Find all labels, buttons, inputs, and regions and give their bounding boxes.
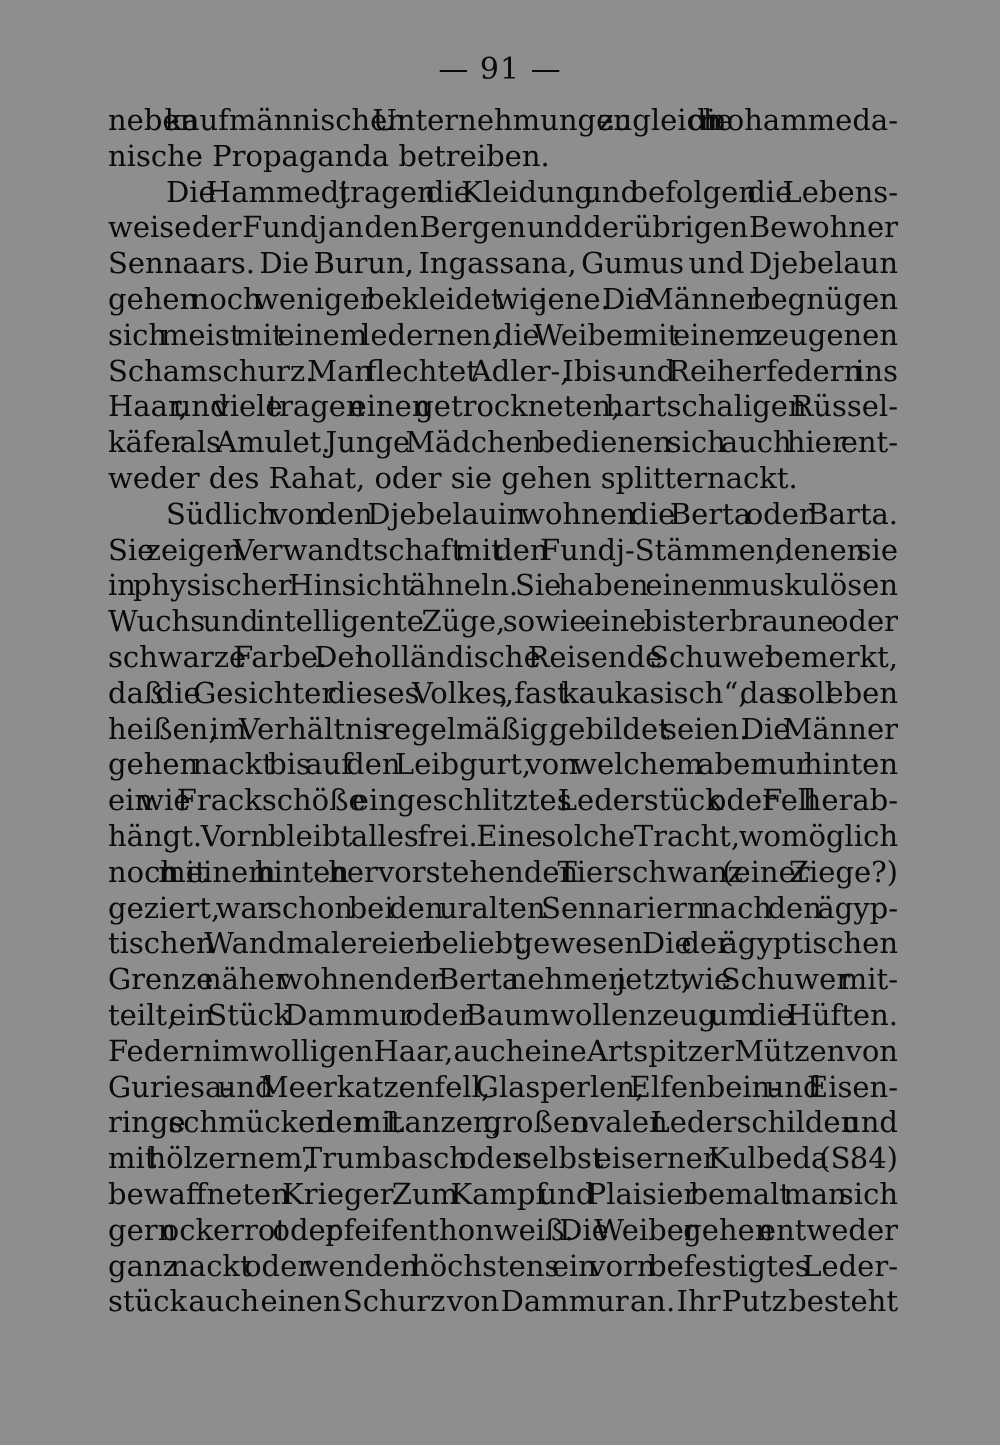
text-line: tischen Wandmalereien beliebt gewesen. Die der ägyptischen (108, 926, 898, 961)
text-line: gehen noch weniger bekleidet wie jene. Die Männer begnügen (108, 281, 898, 316)
text-line: noch mit einem hinten hervorstehenden Tierschwanz (einer Ziege?) (108, 854, 898, 889)
text-line: nische Propaganda betreiben. (108, 138, 550, 173)
text-line: hängt. Vorn bleibt alles frei. Eine solche Tracht, womöglich (108, 818, 898, 853)
text-line: Wuchs und intelligente Züge, sowie eine bisterbraune oder (108, 604, 898, 639)
text-line: käfer als Amulet. Junge Mädchen bedienen sich auch hier ent- (108, 425, 898, 460)
text-line: mit hölzernem, Trumbasch oder selbst eiserner Kulbeda (S. 84) (108, 1141, 898, 1176)
text-line: neben kaufmännischen Unternehmungen zugleich die mohammeda- (108, 103, 898, 137)
text-line: Sie zeigen Verwandtschaft mit den Fundj-Stämmen, denen sie (108, 532, 898, 567)
text-line: Federn im wolligen Haar, auch eine Art spitzer Mützen von (108, 1033, 898, 1068)
text-line: heißen, im Verhältnis regelmäßig, gebildet seien. Die Männer (108, 711, 898, 746)
text-line: Sennaars. Die Burun, Ingassana, Gumus und Djebelaun (108, 246, 898, 281)
text-line: geziert, war schon bei den uralten Sennariern nach den ägyp- (108, 890, 898, 925)
text-line: gern ockerrot oder pfeifenthonweiß. Die Weiber gehen entweder (108, 1212, 898, 1247)
text-line: Südlich von den Djebelauin wohnen die Berta oder Barta. (166, 496, 898, 531)
text-line: ganz nackt oder wenden höchstens ein vorn befestigtes Leder- (108, 1248, 898, 1283)
text-line: stück auch einen Schurz von Dammur an. Ihr Putz besteht (108, 1284, 898, 1319)
text-line: weise der Fundj an den Bergen und der übrigen Bewohner (108, 210, 898, 245)
text-line: Schamschurz. Man flechtet Adler-, Ibis- und Reiherfedern ins (108, 353, 898, 388)
text-line: Guriesa- und Meerkatzenfell, Glasperlen, Elfenbein- und Eisen- (108, 1069, 898, 1104)
text-line: ringe schmücken den mit Lanzen, großen ovalen Lederschilden und (108, 1105, 898, 1140)
text-line: Haar, und viele tragen einen getrockneten, hartschaligen Rüssel- (108, 389, 898, 424)
text-line: daß die Gesichter dieses Volkes „fast kaukasisch“, das soll eben (108, 675, 898, 710)
page-number: — 91 — (438, 52, 562, 87)
text-line: teilt, ein Stück Dammur oder Baumwollenzeug um die Hüften. (108, 997, 898, 1032)
text-line: weder des Rahat, oder sie gehen splitternackt. (108, 460, 798, 495)
body-text (108, 103, 898, 1320)
text-line: gehen nackt bis auf den Leibgurt, von welchem aber nur hinten (108, 747, 898, 782)
text-line: sich meist mit einem ledernen, die Weiber mit einem zeugenen (108, 317, 898, 352)
text-line: in physischer Hinsicht ähneln. Sie haben einen muskulösen (108, 568, 898, 603)
text-line: ein wie Frackschöße eingeschlitztes Lederstück oder Fell herab- (108, 783, 898, 818)
text-line: bewaffneten Krieger. Zum Kampf und Plaisier bemalt man sich (108, 1176, 898, 1211)
text-line: schwarze Farbe. Der holländische Reisende Schuwer bemerkt, (108, 639, 898, 674)
text-line: Die Hammedj tragen die Kleidung und befolgen die Lebens- (166, 174, 898, 209)
text-line: Grenze näher wohnenden Berta nehmen jetzt, wie Schuwer mit- (108, 962, 898, 997)
